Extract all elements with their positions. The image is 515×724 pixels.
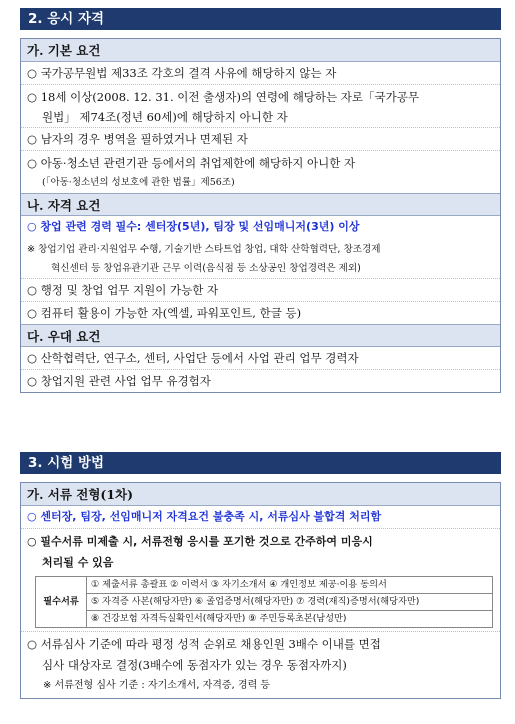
note-line: 혁신센터 등 창업유관기관 근무 이력(음식점 등 소상공인 창업경력은 제외) (51, 263, 361, 274)
qualification-requirements-heading: 나. 자격 요건 (21, 193, 500, 216)
list-item-line: 심사 대상자로 결정(3배수에 동점자가 있는 경우 동점자까지) (42, 658, 347, 672)
list-item-line: (「아동·청소년의 성보호에 관한 법률」제56조) (42, 177, 235, 188)
required-documents-table (35, 576, 493, 628)
list-item: ○ 창업지원 관련 사업 업무 유경험자 (21, 369, 500, 392)
list-item (21, 150, 500, 193)
table-cell: ⑧ 건강보험 자격득실확인서(해당자만) ⑨ 주민등록초본(남성만) (87, 611, 493, 628)
table-cell: ⑤ 자격증 사본(해당자만) ⑥ 졸업증명서(해당자만) ⑦ 경력(재직)증명서(해당자만) (87, 594, 493, 611)
list-item: ○ 컴퓨터 활용이 가능한 자(엑셀, 파워포인트, 한글 등) (21, 301, 500, 324)
section-2-header (20, 8, 501, 30)
highlight-item: ○ 창업 관련 경력 필수: 센터장(5년), 팀장 및 선임매니저(3년) 이상 (27, 220, 360, 233)
list-item-line: 원법」 제74조(정년 60세)에 해당하지 아니한 자 (42, 110, 288, 124)
required-documents-label: 필수서류 (36, 577, 87, 628)
list-item (21, 528, 500, 573)
basic-requirements-heading: 가. 기본 요건 (21, 39, 500, 62)
section-3-box (20, 482, 501, 699)
table-cell: ① 제출서류 총괄표 ② 이력서 ③ 자기소개서 ④ 개인정보 제공·이용 동의서 (87, 577, 493, 594)
list-item-line: 처리될 수 있음 (42, 556, 114, 569)
list-item: ○ 행정 및 창업 업무 지원이 가능한 자 (21, 278, 500, 301)
list-item (21, 84, 500, 127)
list-item-line: ○ 서류심사 기준에 따라 평정 성적 순위로 채용인원 3배수 이내를 면접 (27, 637, 381, 651)
note-item: ※ 서류전형 심사 기준 : 자기소개서, 자격증, 경력 등 (43, 680, 271, 691)
preferred-requirements-heading: 다. 우대 요건 (21, 324, 500, 347)
list-item: ○ 국가공무원법 제33조 각호의 결격 사유에 해당하지 않는 자 (27, 66, 337, 80)
note-item (21, 238, 500, 278)
document-screening-heading: 가. 서류 전형(1차) (21, 483, 500, 506)
list-item: ○ 남자의 경우 병역을 필하였거나 면제된 자 (21, 127, 500, 150)
highlight-item: ○ 센터장, 팀장, 선임매니저 자격요건 불충족 시, 서류심사 불합격 처리함 (27, 510, 382, 523)
list-item-line: ○ 18세 이상(2008. 12. 31. 이전 출생자)의 연령에 해당하는 자로「국가공무 (27, 90, 419, 104)
list-item: ○ 산학협력단, 연구소, 센터, 사업단 등에서 사업 관리 업무 경력자 (27, 351, 359, 365)
list-item (21, 631, 500, 676)
section-2-title: 2. 응시 자격 (28, 11, 105, 27)
section-3-header (20, 452, 501, 474)
list-item-line: ○ 필수서류 미제출 시, 서류전형 응시를 포기한 것으로 간주하여 미응시 (27, 535, 373, 548)
section-2-box (20, 38, 501, 393)
section-3-title: 3. 시험 방법 (28, 455, 105, 471)
list-item-line: ○ 아동·청소년 관련기관 등에서의 취업제한에 해당하지 아니한 자 (27, 156, 356, 170)
note-line: ※ 창업기업 관리·지원업무 수행, 기술기반 스타트업 창업, 대학 산학협력단, 창조경제 (27, 244, 381, 255)
